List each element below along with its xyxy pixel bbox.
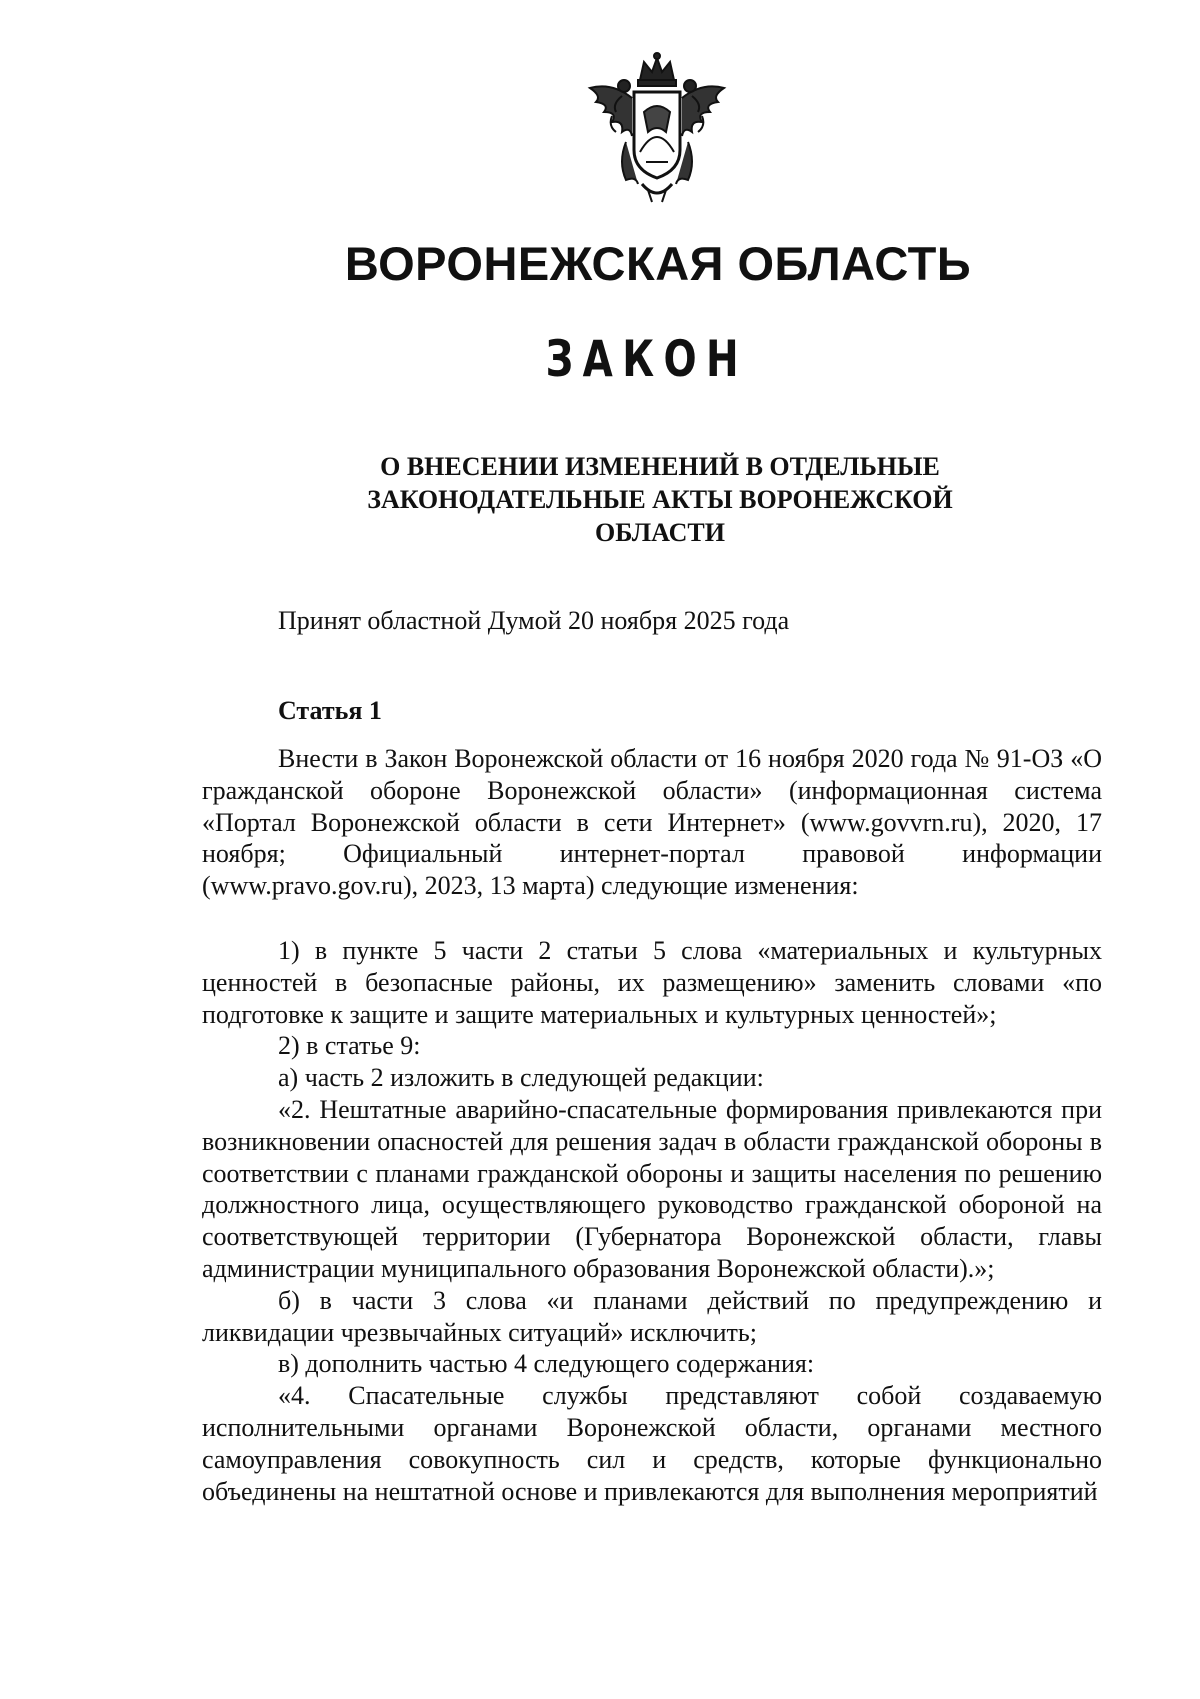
paragraph: «4. Спасательные службы представляют собой создаваемую исполнительными органами Воронежской области, органами местного самоуправления совокупность сил и средств, которые функционально объединены на нештатной основе и привлекаются для выполнения мероприятий	[202, 1381, 1102, 1506]
paragraph: а) часть 2 изложить в следующей редакции:	[278, 1063, 764, 1093]
law-title-line: ЗАКОНОДАТЕЛЬНЫЕ АКТЫ ВОРОНЕЖСКОЙ	[367, 485, 953, 514]
adoption-date: Принят областной Думой 20 ноября 2025 года	[278, 606, 790, 635]
paragraph: Внести в Закон Воронежской области от 16 ноября 2020 года № 91-ОЗ «О гражданской обороне Воронежской области» (информационная система «Портал Воронежской области в сети Интернет» (www.govvrn.ru), 2020, 17 ноября; Официальный интернет-портал правовой информации (www.pravo.gov.ru), 2023, 13 марта) следующие изменения:	[202, 744, 1102, 901]
voronezh-coat-of-arms-icon	[582, 52, 732, 204]
law-title	[330, 450, 990, 549]
paragraph: 1) в пункте 5 части 2 статьи 5 слова «материальных и культурных ценностей в безопасные районы, их размещению» заменить словами «по подготовке к защите и защите материальных и культурных ценностей»;	[202, 936, 1102, 1029]
article-amendments	[202, 935, 1102, 1507]
region-title: ВОРОНЕЖСКАЯ ОБЛАСТЬ	[344, 237, 972, 290]
paragraph: 2) в статье 9:	[278, 1031, 421, 1061]
article-heading: Статья 1	[278, 696, 382, 725]
paragraph: в) дополнить частью 4 следующего содержания:	[278, 1349, 815, 1379]
paragraph: б) в части 3 слова «и планами действий по предупреждению и ликвидации чрезвычайных ситуаций» исключить;	[202, 1285, 1102, 1347]
law-title-line: ОБЛАСТИ	[595, 518, 725, 547]
document-type-heading: ЗАКОН	[545, 330, 748, 388]
paragraph: «2. Нештатные аварийно-спасательные формирования привлекаются при возникновении опасностей для решения задач в области гражданской обороны в соответствии с планами гражданской обороны и защиты населения по решению должностного лица, осуществляющего руководство гражданской обороной на соответствующей территории (Губернатора Воронежской области, главы администрации муниципального образования Воронежской области).»;	[202, 1094, 1102, 1283]
article-intro	[202, 743, 1102, 902]
law-title-line: О ВНЕСЕНИИ ИЗМЕНЕНИЙ В ОТДЕЛЬНЫЕ	[380, 452, 940, 481]
